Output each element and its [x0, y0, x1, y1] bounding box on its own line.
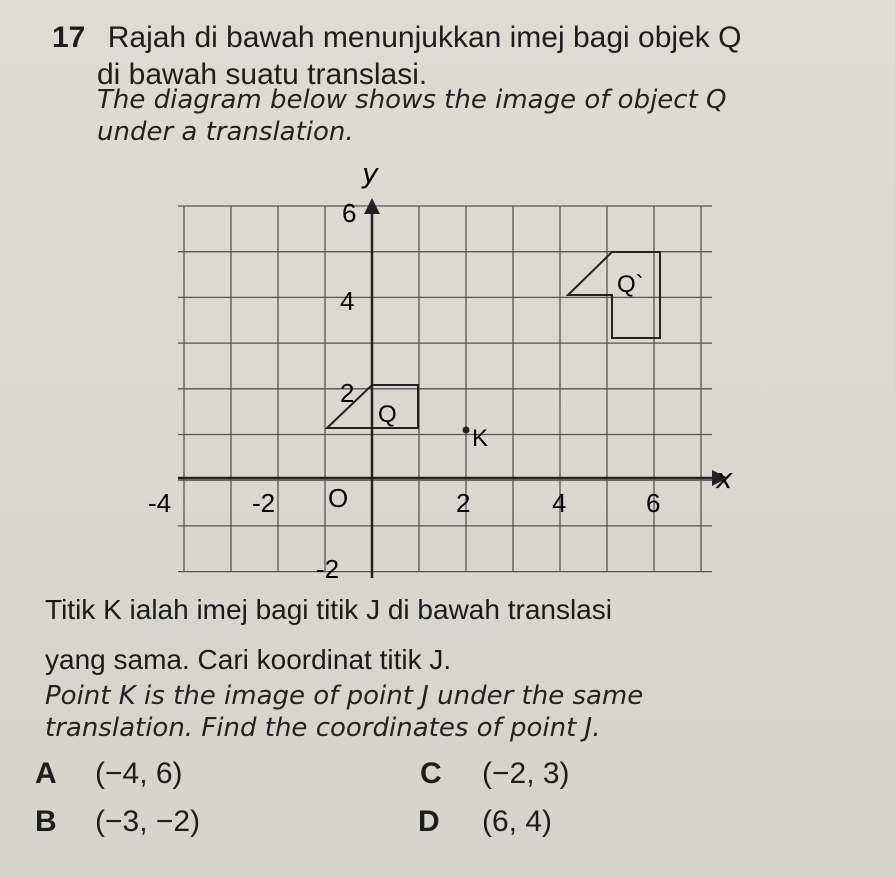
option-d-letter[interactable]: D [418, 805, 440, 838]
option-d-value[interactable]: (6, 4) [482, 805, 553, 838]
prompt-bm-line-2: yang sama. Cari koordinat titik J. [45, 644, 452, 675]
point-k-label: K [472, 425, 489, 452]
option-c-value[interactable]: (−2, 3) [482, 757, 570, 790]
question-en-line-2: under a translation. [97, 117, 354, 147]
object-q-label: Q [378, 401, 397, 428]
option-b-value[interactable]: (−3, −2) [95, 805, 201, 838]
question-bm-text-1: Rajah di bawah menunjukkan imej bagi objek Q [107, 21, 742, 54]
x-tick-6: 6 [646, 488, 661, 518]
y-tick-2: 2 [340, 378, 355, 408]
option-c-letter[interactable]: C [420, 757, 442, 790]
question-bm-line-2: di bawah suatu translasi. [97, 58, 428, 91]
y-axis-label: y [362, 157, 379, 190]
x-tick-origin: O [328, 483, 349, 513]
prompt-bm-line-1: Titik K ialah imej bagi titik J di bawah translasi [45, 594, 612, 625]
option-b-letter[interactable]: B [35, 805, 57, 838]
image-q-shape [568, 252, 660, 338]
point-k-dot [463, 427, 470, 434]
x-tick-4: 4 [552, 488, 567, 518]
option-a-value[interactable]: (−4, 6) [95, 757, 183, 790]
axes [178, 198, 728, 578]
prompt-en-line-2: translation. Find the coordinates of point J. [45, 713, 601, 743]
x-tick-2: 2 [456, 488, 471, 518]
image-q-label: Q` [617, 271, 644, 298]
option-a-letter[interactable]: A [35, 757, 57, 790]
question-number: 17 [52, 21, 86, 54]
prompt-en-line-1: Point K is the image of point J under the same [45, 681, 644, 711]
x-axis-label: x [716, 462, 733, 495]
x-tick-neg4: -4 [148, 488, 172, 518]
y-tick-6: 6 [342, 198, 357, 228]
x-tick-neg2: -2 [252, 488, 276, 518]
y-tick-4: 4 [340, 286, 355, 316]
y-tick-neg2: -2 [316, 554, 340, 584]
question-en-line-1: The diagram below shows the image of object Q [97, 85, 727, 115]
